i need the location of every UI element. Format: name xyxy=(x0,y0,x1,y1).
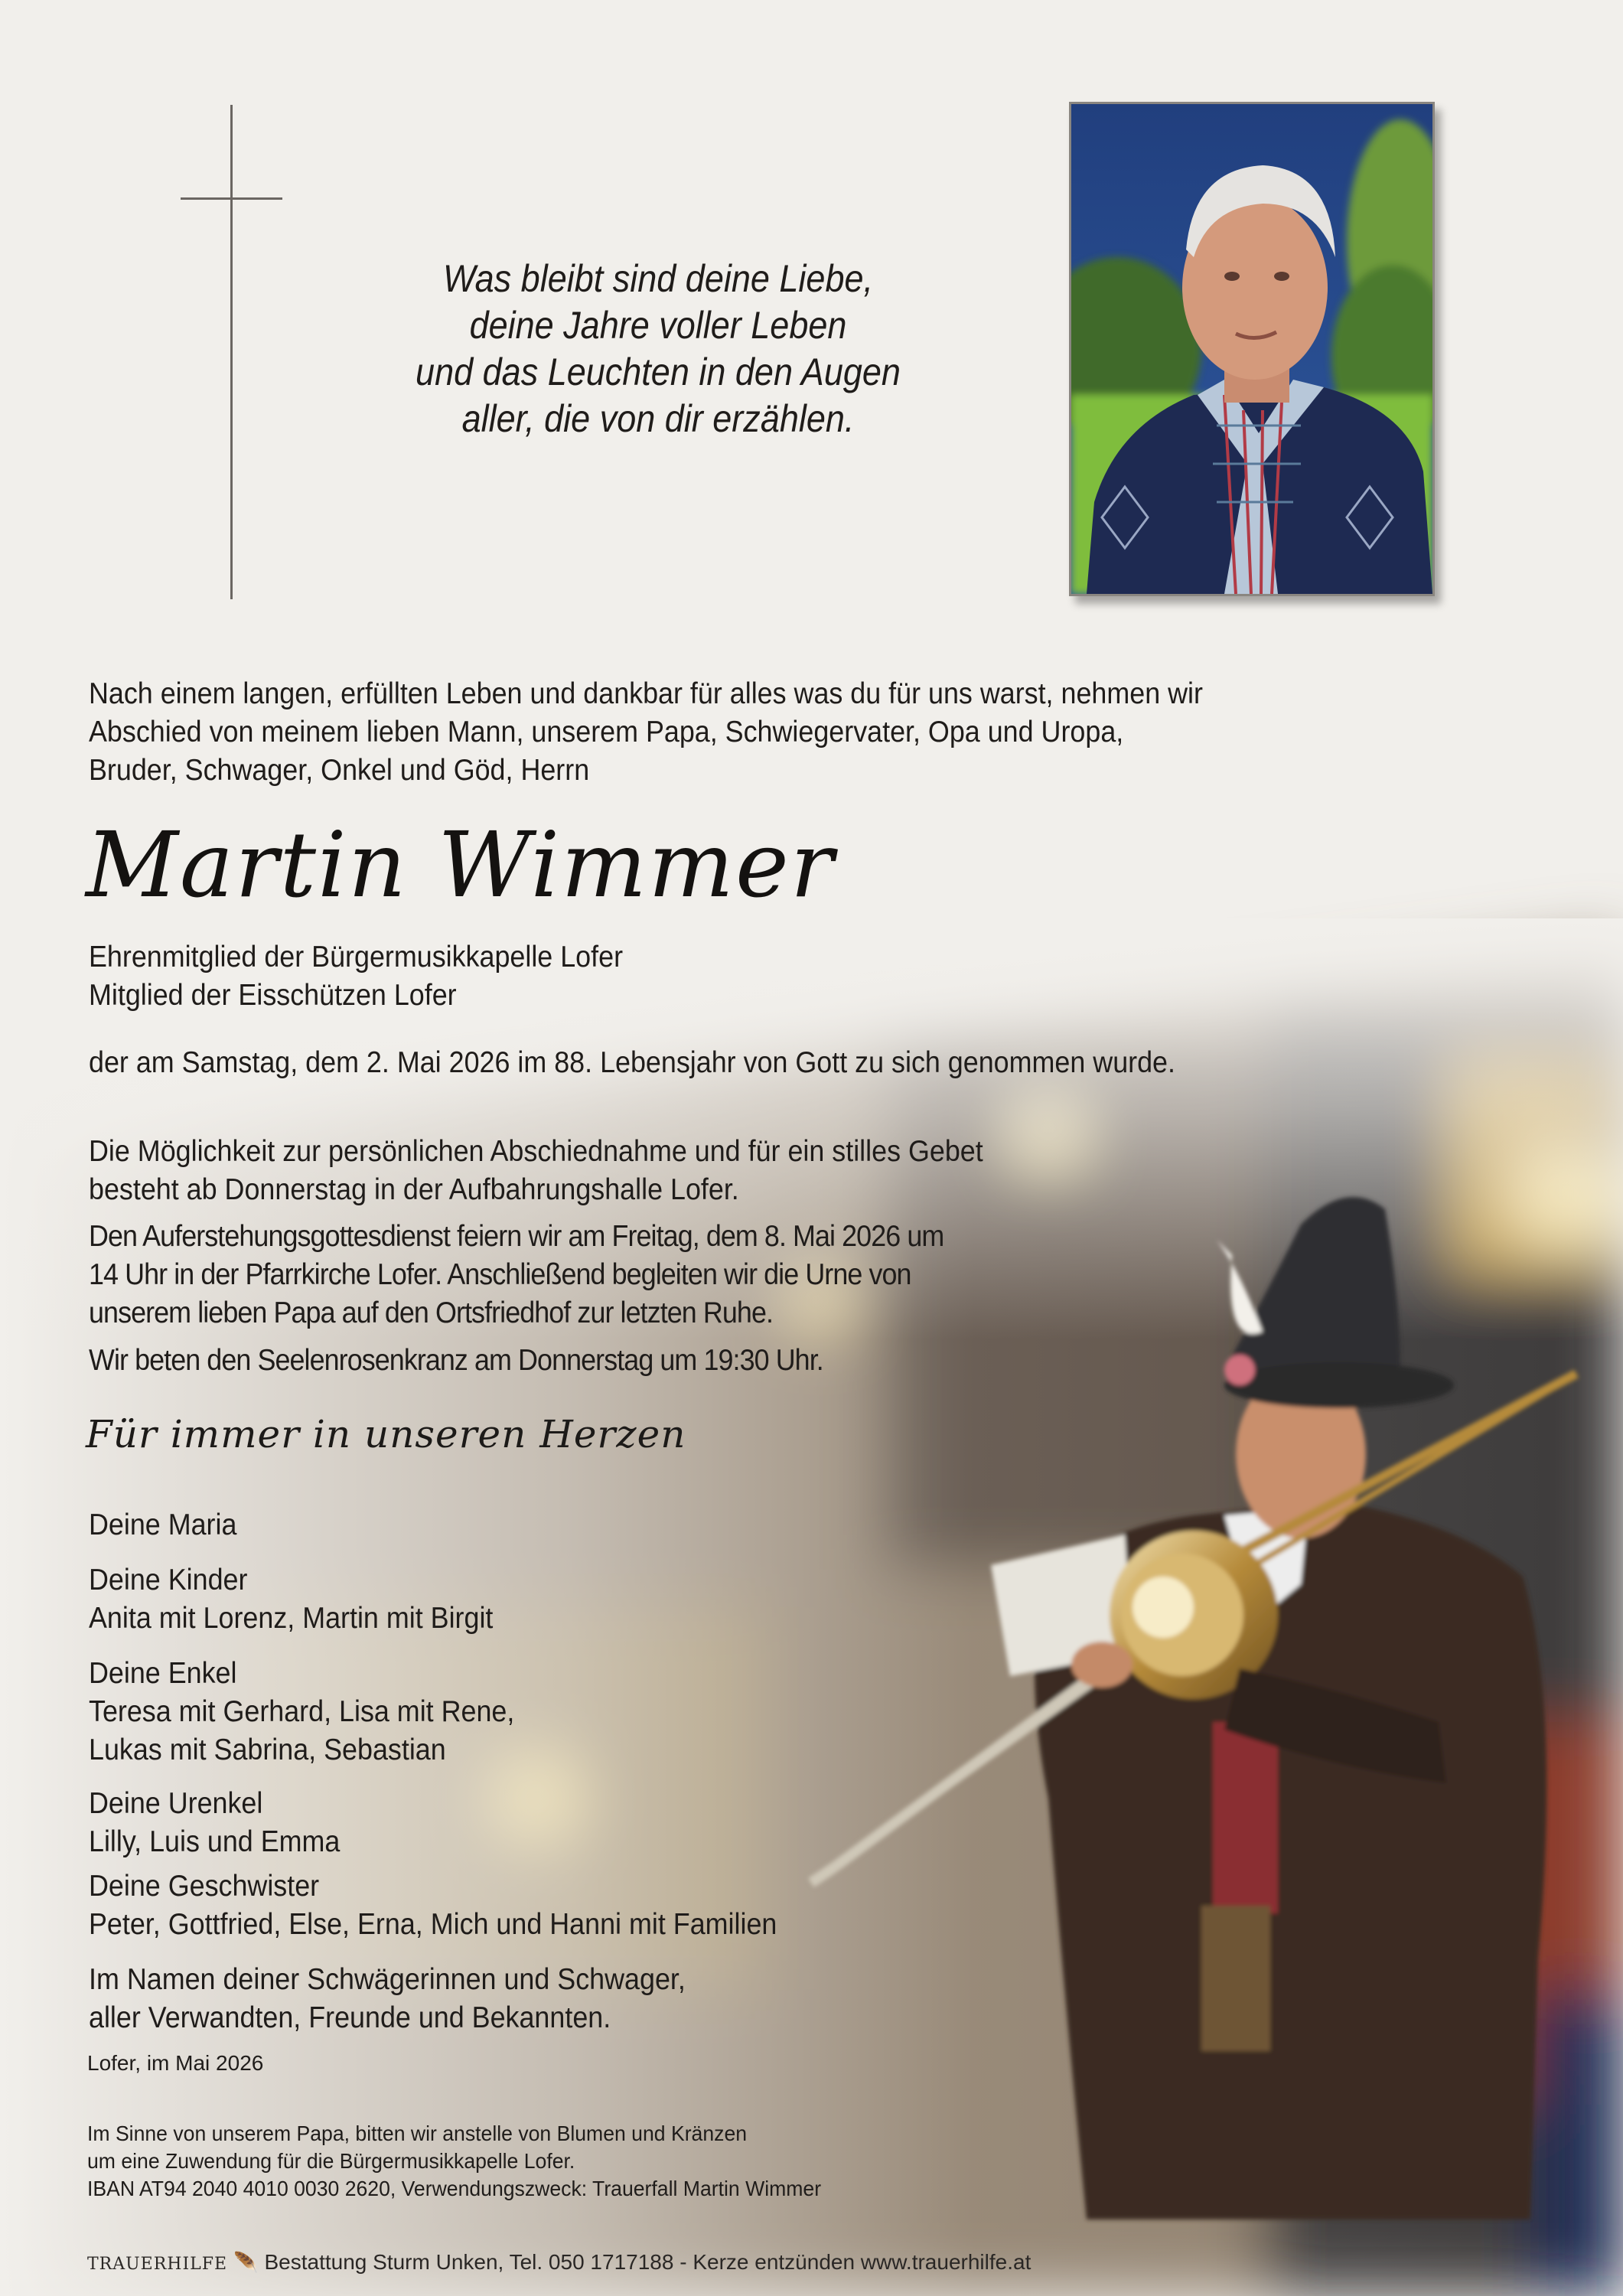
service-line: 14 Uhr in der Pfarrkirche Lofer. Anschließend begleiten wir die Urne von xyxy=(89,1258,911,1291)
intro-line: Abschied von meinem lieben Mann, unserem Papa, Schwiegervater, Opa und Uropa, xyxy=(89,716,1124,748)
donation-line: um eine Zuwendung für die Bürgermusikkapelle Lofer. xyxy=(87,2149,575,2173)
mourner-children xyxy=(89,1561,493,1638)
mourner-line: Im Namen deiner Schwägerinnen und Schwager, xyxy=(89,1963,686,1996)
cross-icon xyxy=(230,105,233,599)
rosary-info xyxy=(89,1342,823,1380)
forever-in-hearts-heading: Für immer in unseren Herzen xyxy=(86,1412,686,1456)
footer-text[interactable]: Bestattung Sturm Unken, Tel. 050 1717188 - Kerze entzünden www.trauerhilfe.at xyxy=(264,2250,1031,2274)
service-line: unserem lieben Papa auf den Ortsfriedhof zur letzten Ruhe. xyxy=(89,1296,774,1329)
verse-line: aller, die von dir erzählen. xyxy=(461,397,855,440)
death-notice-line: der am Samstag, dem 2. Mai 2026 im 88. Lebensjahr von Gott zu sich genommen wurde. xyxy=(89,1046,1175,1079)
mourner-label: Deine Urenkel xyxy=(89,1787,263,1820)
membership-line: Ehrenmitglied der Bürgermusikkapelle Lofer xyxy=(89,941,624,974)
memberships xyxy=(89,938,623,1015)
trauerhilfe-logo: TRAUERHILFE xyxy=(87,2255,228,2274)
mourner-line: Teresa mit Gerhard, Lisa mit Rene, xyxy=(89,1695,515,1728)
intro-line: Bruder, Schwager, Onkel und Göd, Herrn xyxy=(89,754,590,787)
service-info xyxy=(89,1218,943,1332)
mourner-others xyxy=(89,1961,686,2037)
verse-line: deine Jahre voller Leben xyxy=(469,304,847,347)
footer xyxy=(87,2249,1031,2278)
cross-icon-bar xyxy=(181,197,282,200)
mourner-line: Lilly, Luis und Emma xyxy=(89,1825,341,1858)
donation-note xyxy=(87,2120,821,2203)
mourner-line: Peter, Gottfried, Else, Erna, Mich und Hanni mit Familien xyxy=(89,1908,777,1941)
feather-icon: 🪶 xyxy=(233,2251,259,2274)
viewing-info xyxy=(89,1133,983,1209)
memorial-verse xyxy=(403,256,913,442)
intro-text xyxy=(89,675,1203,790)
donation-line: IBAN AT94 2040 4010 0030 2620, Verwendungszweck: Trauerfall Martin Wimmer xyxy=(87,2177,822,2200)
viewing-line: besteht ab Donnerstag in der Aufbahrungshalle Lofer. xyxy=(89,1173,739,1206)
mourner-grandchildren xyxy=(89,1655,514,1769)
mourner-siblings xyxy=(89,1867,777,1944)
mourner-label: Deine Kinder xyxy=(89,1564,248,1596)
deceased-name: Martin Wimmer xyxy=(86,812,836,918)
membership-line: Mitglied der Eisschützen Lofer xyxy=(89,979,457,1012)
mourner-great-grandchildren xyxy=(89,1785,340,1861)
donation-line: Im Sinne von unserem Papa, bitten wir anstelle von Blumen und Kränzen xyxy=(87,2122,748,2145)
mourner-label: Deine Enkel xyxy=(89,1657,237,1690)
rosary-line: Wir beten den Seelenrosenkranz am Donnerstag um 19:30 Uhr. xyxy=(89,1344,823,1377)
place-date: Lofer, im Mai 2026 xyxy=(87,2051,264,2075)
viewing-line: Die Möglichkeit zur persönlichen Abschiednahme und für ein stilles Gebet xyxy=(89,1135,983,1168)
mourner-line: Deine Maria xyxy=(89,1508,237,1541)
verse-line: und das Leuchten in den Augen xyxy=(416,351,901,393)
mourner-line: Lukas mit Sabrina, Sebastian xyxy=(89,1733,446,1766)
portrait-photo xyxy=(1069,102,1435,596)
mourner-label: Deine Geschwister xyxy=(89,1870,320,1903)
intro-line: Nach einem langen, erfüllten Leben und dankbar für alles was du für uns warst, nehmen wir xyxy=(89,677,1203,710)
mourner-wife xyxy=(89,1506,236,1544)
mourner-line: Anita mit Lorenz, Martin mit Birgit xyxy=(89,1602,494,1635)
death-notice xyxy=(89,1044,1175,1082)
verse-line: Was bleibt sind deine Liebe, xyxy=(442,257,874,300)
service-line: Den Auferstehungsgottesdienst feiern wir am Freitag, dem 8. Mai 2026 um xyxy=(89,1220,944,1253)
mourner-line: aller Verwandten, Freunde und Bekannten. xyxy=(89,2001,611,2034)
